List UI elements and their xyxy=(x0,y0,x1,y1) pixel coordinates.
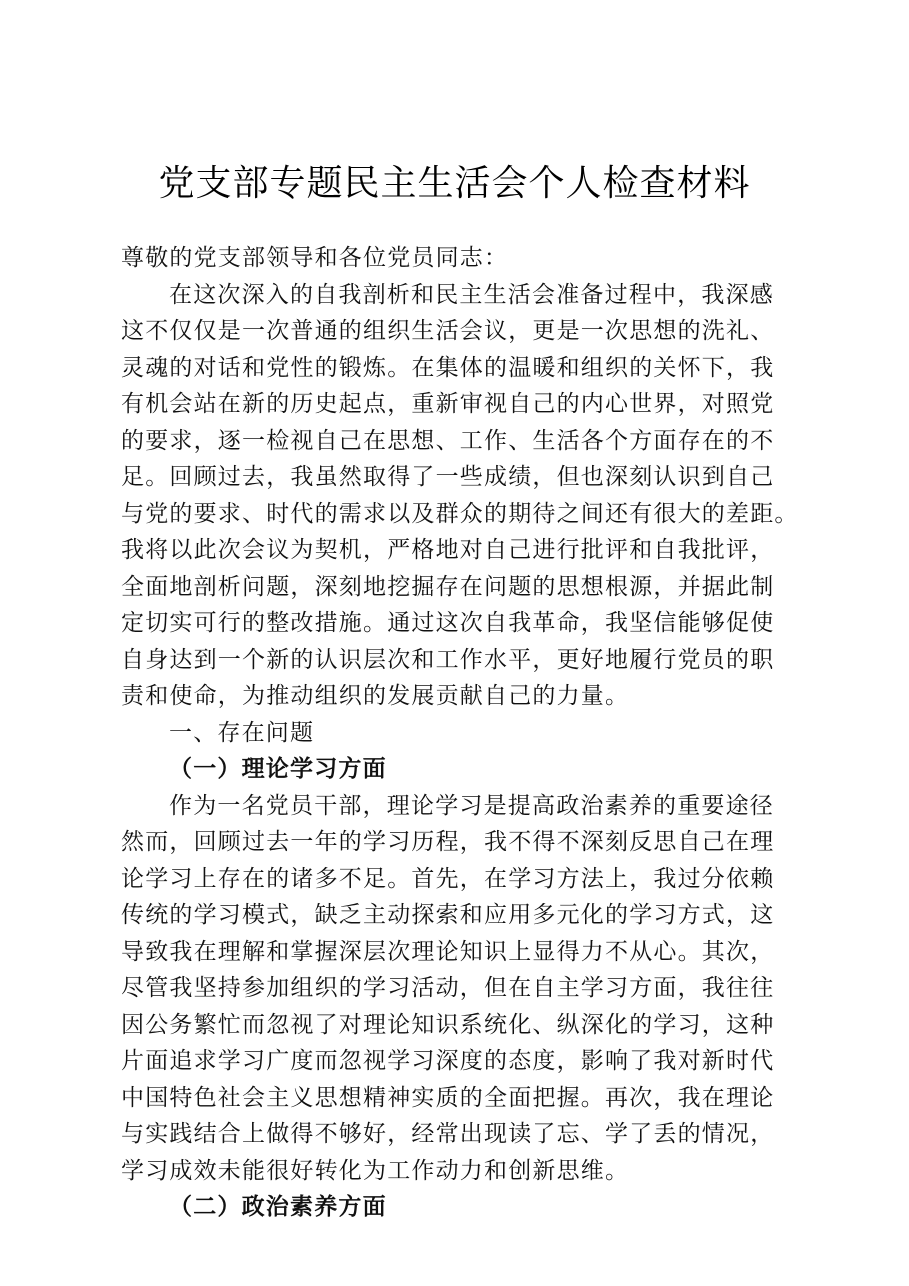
paragraph-line: 灵魂的对话和党性的锻炼。在集体的温暖和组织的关怀下，我 xyxy=(121,354,775,381)
paragraph-line: 这不仅仅是一次普通的组织生活会议，更是一次思想的洗礼、 xyxy=(121,318,775,344)
paragraph-line: 责和使命，为推动组织的发展贡献自己的力量。 xyxy=(121,683,630,709)
paragraph-line: 导致我在理解和掌握深层次理论知识上显得力不从心。其次， xyxy=(121,938,775,965)
paragraph-line: 学习成效未能很好转化为工作动力和创新思维。 xyxy=(121,1157,630,1184)
paragraph-line: 论学习上存在的诸多不足。首先，在学习方法上，我过分依赖 xyxy=(121,865,775,892)
subsection-heading: （一）理论学习方面 xyxy=(169,755,387,782)
document-title: 党支部专题民主生活会个人检查材料 xyxy=(158,163,751,204)
subsection-heading: （二）政治素养方面 xyxy=(169,1193,387,1220)
section-heading: 一、存在问题 xyxy=(169,719,315,746)
paragraph-line: 因公务繁忙而忽视了对理论知识系统化、纵深化的学习，这种 xyxy=(121,1011,775,1038)
paragraph-line: 与党的要求、时代的需求以及群众的期待之间还有很大的差距。 xyxy=(121,500,799,527)
paragraph-line: 有机会站在新的历史起点，重新审视自己的内心世界，对照党 xyxy=(121,391,775,417)
paragraph-line: 定切实可行的整改措施。通过这次自我革命，我坚信能够促使 xyxy=(121,610,775,636)
salutation-line: 尊敬的党支部领导和各位党员同志： xyxy=(121,245,509,271)
paragraph-line: 足。回顾过去，我虽然取得了一些成绩，但也深刻认识到自己 xyxy=(121,464,775,490)
paragraph-line: 自身达到一个新的认识层次和工作水平，更好地履行党员的职 xyxy=(121,646,775,673)
paragraph-line: 片面追求学习广度而忽视学习深度的态度，影响了我对新时代 xyxy=(121,1048,775,1074)
paragraph-line: 作为一名党员干部，理论学习是提高政治素养的重要途径 xyxy=(169,792,774,819)
paragraph-line: 的要求，逐一检视自己在思想、工作、生活各个方面存在的不 xyxy=(121,427,775,454)
paragraph-line: 全面地剖析问题，深刻地挖掘存在问题的思想根源，并据此制 xyxy=(121,573,775,600)
paragraph-line: 传统的学习模式，缺乏主动探索和应用多元化的学习方式，这 xyxy=(121,902,775,928)
document-body xyxy=(121,240,799,1226)
paragraph-line: 然而，回顾过去一年的学习历程，我不得不深刻反思自己在理 xyxy=(121,829,775,855)
paragraph-line: 中国特色社会主义思想精神实质的全面把握。再次，我在理论 xyxy=(121,1084,775,1111)
paragraph-line: 在这次深入的自我剖析和民主生活会准备过程中，我深感 xyxy=(169,281,774,308)
paragraph-line: 尽管我坚持参加组织的学习活动，但在自主学习方面，我往往 xyxy=(121,975,775,1001)
paragraph-line: 我将以此次会议为契机，严格地对自己进行批评和自我批评， xyxy=(121,537,775,563)
paragraph-line: 与实践结合上做得不够好，经常出现读了忘、学了丢的情况， xyxy=(121,1121,775,1147)
